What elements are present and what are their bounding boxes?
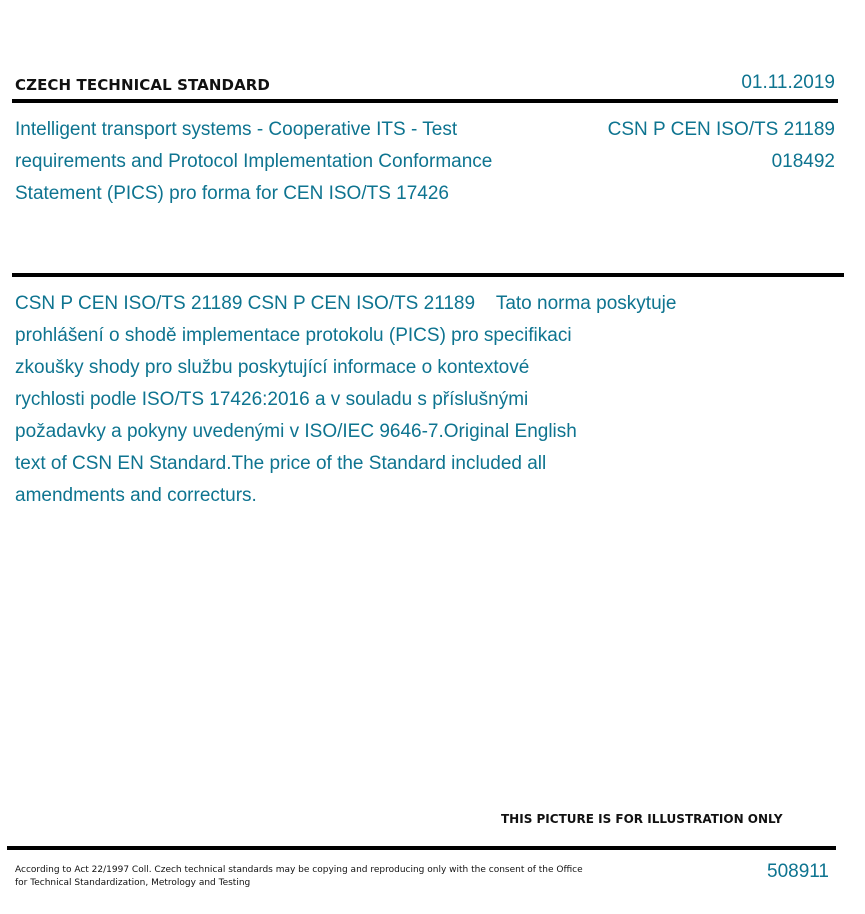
- description-line: prohlášení o shodě implementace protokolu (PICS) pro specifikaci: [15, 325, 572, 346]
- publication-date: 01.11.2019: [741, 72, 835, 93]
- description-line: CSN P CEN ISO/TS 21189 CSN P CEN ISO/TS 21189 Tato norma poskytuje: [15, 293, 677, 314]
- description-line: amendments and correcturs.: [15, 485, 257, 506]
- standard-title: [15, 114, 575, 210]
- copyright-notice-line: for Technical Standardization, Metrology and Testing: [15, 878, 251, 888]
- description-line: text of CSN EN Standard.The price of the Standard included all: [15, 453, 547, 474]
- footer-divider: [7, 846, 836, 850]
- title-divider: [12, 273, 844, 277]
- copyright-notice: [15, 864, 605, 890]
- standard-title-line: Intelligent transport systems - Cooperative ITS - Test: [15, 119, 458, 140]
- standard-description: [15, 288, 785, 512]
- standard-title-line: requirements and Protocol Implementation Conformance: [15, 151, 493, 172]
- copyright-notice-line: According to Act 22/1997 Coll. Czech technical standards may be copying and reproducing only with the consent of the Office: [15, 865, 583, 875]
- document-category-label: CZECH TECHNICAL STANDARD: [15, 76, 270, 94]
- description-line: rychlosti podle ISO/TS 17426:2016 a v souladu s příslušnými: [15, 389, 529, 410]
- standard-code: CSN P CEN ISO/TS 21189: [607, 119, 835, 140]
- standard-identifier: [608, 114, 835, 178]
- document-reference-number: 508911: [767, 861, 829, 882]
- description-line: zkoušky shody pro službu poskytující informace o kontextové: [15, 357, 530, 378]
- header-divider: [12, 99, 838, 103]
- illustration-disclaimer: THIS PICTURE IS FOR ILLUSTRATION ONLY: [501, 812, 783, 826]
- standard-title-line: Statement (PICS) pro forma for CEN ISO/TS 17426: [15, 183, 449, 204]
- standard-catalog-number: 018492: [771, 151, 835, 172]
- description-line: požadavky a pokyny uvedenými v ISO/IEC 9646-7.Original English: [15, 421, 577, 442]
